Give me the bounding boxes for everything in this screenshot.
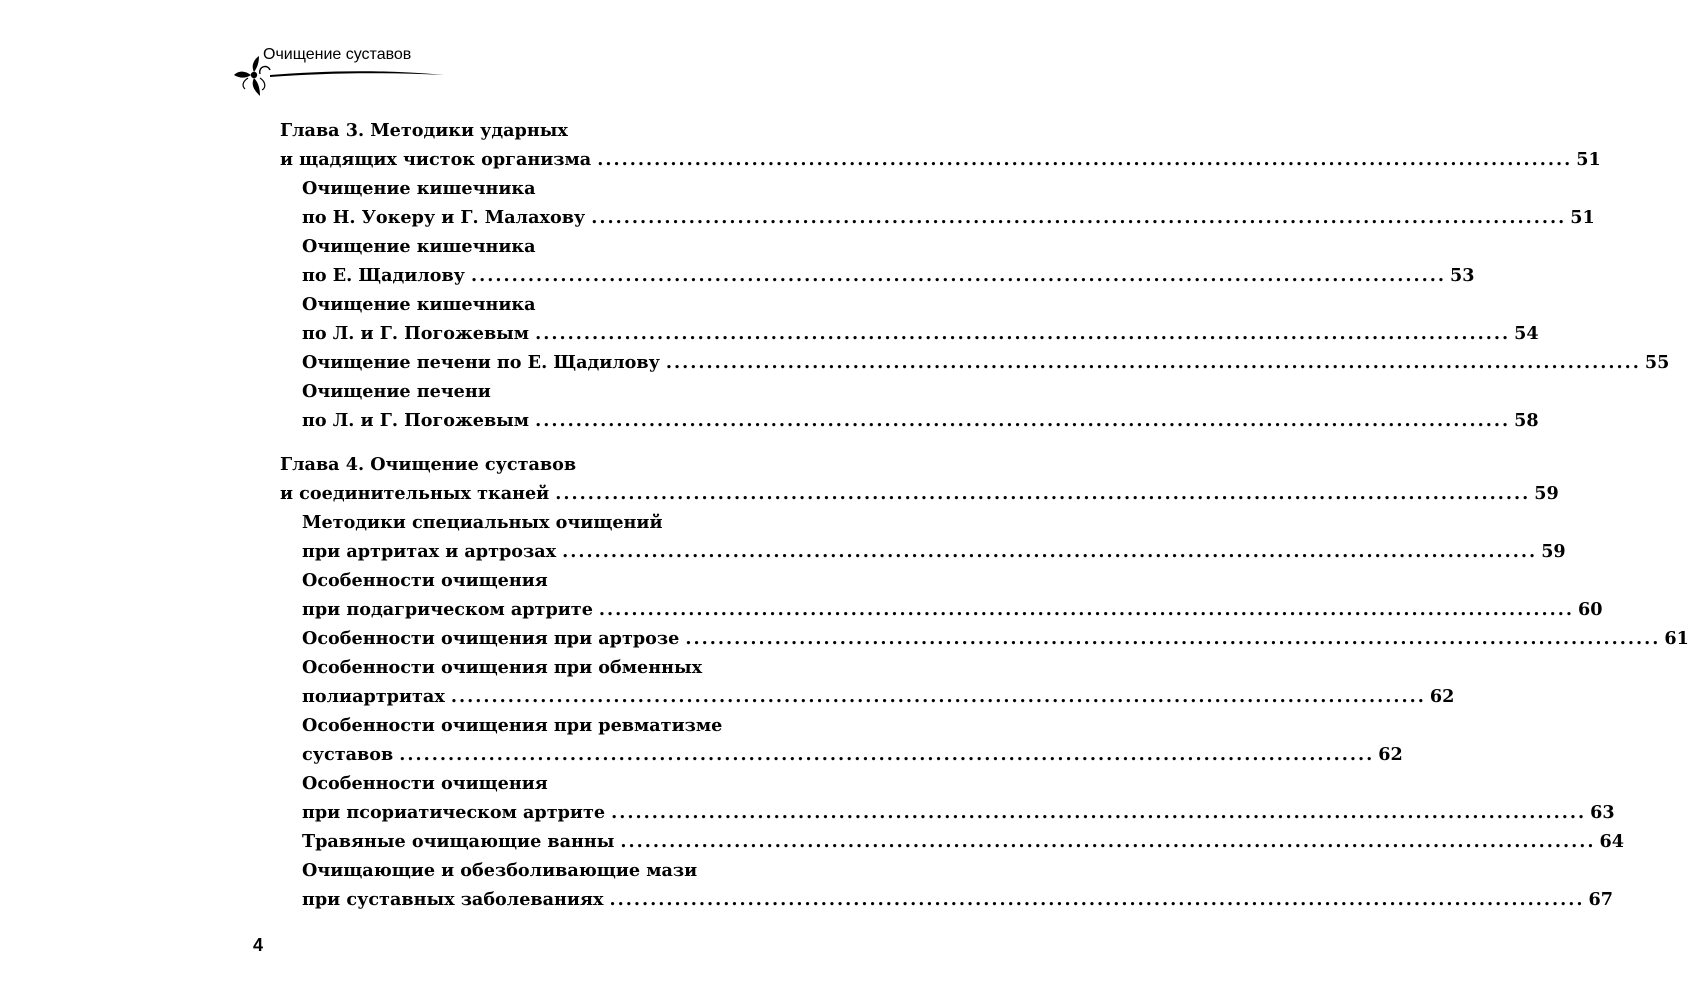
toc-entry-title-line: Очищение кишечника bbox=[302, 236, 536, 257]
toc-entry-leader-line bbox=[280, 479, 1559, 508]
dot-leader: ........................................................................................................................ bbox=[685, 628, 1661, 649]
toc-entry-title-line: по Н. Уокеру и Г. Малахову bbox=[302, 207, 586, 228]
toc-entry-leader-line bbox=[302, 319, 1539, 348]
toc-entry-title-line: по Л. и Г. Погожевым bbox=[302, 410, 530, 431]
toc-entry-title-line: и соединительных тканей bbox=[280, 483, 550, 504]
toc-section-entry[interactable] bbox=[302, 624, 1689, 653]
toc-entry-leader-line bbox=[280, 145, 1601, 174]
toc-page-number: 55 bbox=[1644, 352, 1670, 373]
toc-section-entry[interactable] bbox=[302, 232, 1475, 290]
dot-leader: ........................................................................................................................ bbox=[470, 265, 1446, 286]
toc-entry-title-line: Очищающие и обезболивающие мази bbox=[302, 860, 698, 881]
toc-section-entry[interactable] bbox=[302, 653, 1455, 711]
toc-entry-title-line: при псориатическом артрите bbox=[302, 802, 606, 823]
toc-entry-leader-line bbox=[302, 798, 1615, 827]
toc-section-entry[interactable] bbox=[302, 856, 1613, 914]
dot-leader: ........................................................................................................................ bbox=[399, 744, 1375, 765]
toc-page-number: 58 bbox=[1514, 410, 1539, 431]
toc-entry-title-line: при артритах и артрозах bbox=[302, 541, 557, 562]
toc-entry-title-line: и щадящих чисток организма bbox=[280, 149, 592, 170]
running-header bbox=[230, 40, 445, 100]
toc-entry-leader-line bbox=[302, 261, 1475, 290]
dot-leader: ........................................................................................................................ bbox=[611, 802, 1587, 823]
toc-section-entry[interactable] bbox=[302, 377, 1539, 435]
toc-page-number: 61 bbox=[1664, 628, 1689, 649]
toc-entry-leader-line bbox=[302, 348, 1670, 377]
toc-entry-title-line: Особенности очищения при ревматизме bbox=[302, 715, 723, 736]
toc-entry-leader-line bbox=[302, 406, 1539, 435]
dot-leader: ........................................................................................................................ bbox=[555, 483, 1531, 504]
toc-entry-title-line: Очищение кишечника bbox=[302, 178, 536, 199]
toc-page-number: 62 bbox=[1429, 686, 1455, 707]
table-of-contents bbox=[280, 116, 1689, 914]
toc-section-entry[interactable] bbox=[302, 769, 1615, 827]
toc-page-number: 51 bbox=[1570, 207, 1595, 228]
toc-page-number: 60 bbox=[1577, 599, 1603, 620]
toc-entry-title-line: по Л. и Г. Погожевым bbox=[302, 323, 530, 344]
toc-page-number: 53 bbox=[1449, 265, 1475, 286]
dot-leader: ........................................................................................................................ bbox=[450, 686, 1426, 707]
toc-entry-title-line: Очищение печени bbox=[302, 381, 491, 402]
page-number: 4 bbox=[253, 935, 264, 955]
toc-page-number: 63 bbox=[1590, 802, 1615, 823]
toc-entry-title-line: Особенности очищения bbox=[302, 773, 548, 794]
toc-entry-title-line: Особенности очищения при обменных bbox=[302, 657, 703, 678]
toc-section-entry[interactable] bbox=[302, 827, 1624, 856]
toc-page-number: 59 bbox=[1534, 483, 1559, 504]
floral-ornament-icon bbox=[230, 56, 445, 100]
toc-section-entry[interactable] bbox=[302, 711, 1403, 769]
toc-page-number: 62 bbox=[1378, 744, 1403, 765]
toc-section-entry[interactable] bbox=[302, 566, 1603, 624]
toc-entry-title-line: Методики специальных очищений bbox=[302, 512, 663, 533]
toc-entry-leader-line bbox=[302, 682, 1455, 711]
toc-page-number: 54 bbox=[1514, 323, 1539, 344]
running-header-title: Очищение суставов bbox=[263, 46, 412, 63]
toc-entry-title-line: Особенности очищения bbox=[302, 570, 548, 591]
toc-entry-leader-line bbox=[302, 740, 1403, 769]
toc-entry-leader-line bbox=[302, 595, 1603, 624]
toc-chapter-entry[interactable] bbox=[280, 450, 1559, 508]
toc-section-entry[interactable] bbox=[302, 508, 1566, 566]
toc-entry-title-line: Травяные очищающие ванны bbox=[302, 831, 615, 852]
toc-entry-leader-line bbox=[302, 885, 1613, 914]
toc-page-number: 51 bbox=[1576, 149, 1601, 170]
dot-leader: ........................................................................................................................ bbox=[597, 149, 1573, 170]
dot-leader: ........................................................................................................................ bbox=[609, 889, 1585, 910]
dot-leader: ........................................................................................................................ bbox=[535, 323, 1511, 344]
toc-entry-title-line: Глава 4. Очищение суставов bbox=[280, 454, 577, 475]
toc-entry-title-line: при суставных заболеваниях bbox=[302, 889, 604, 910]
dot-leader: ........................................................................................................................ bbox=[620, 831, 1596, 852]
toc-entry-title-line: Очищение печени по Е. Щадилову bbox=[302, 352, 660, 373]
dot-leader: ........................................................................................................................ bbox=[535, 410, 1511, 431]
toc-entry-leader-line bbox=[302, 624, 1689, 653]
dot-leader: ........................................................................................................................ bbox=[598, 599, 1574, 620]
toc-entry-title-line: Глава 3. Методики ударных bbox=[280, 120, 568, 141]
toc-entry-title-line: по Е. Щадилову bbox=[302, 265, 465, 286]
toc-section-entry[interactable] bbox=[302, 290, 1539, 348]
toc-page-number: 67 bbox=[1588, 889, 1613, 910]
dot-leader: ........................................................................................................................ bbox=[665, 352, 1641, 373]
toc-section-entry[interactable] bbox=[302, 348, 1670, 377]
toc-entry-title-line: суставов bbox=[302, 744, 394, 765]
toc-page-number: 64 bbox=[1599, 831, 1624, 852]
toc-entry-title-line: Особенности очищения при артрозе bbox=[302, 628, 680, 649]
toc-entry-title-line: при подагрическом артрите bbox=[302, 599, 593, 620]
toc-entry-title-line: полиартритах bbox=[302, 686, 445, 707]
toc-entry-leader-line bbox=[302, 203, 1595, 232]
toc-entry-leader-line bbox=[302, 827, 1624, 856]
toc-section-entry[interactable] bbox=[302, 174, 1595, 232]
toc-page-number: 59 bbox=[1541, 541, 1566, 562]
dot-leader: ........................................................................................................................ bbox=[591, 207, 1567, 228]
dot-leader: ........................................................................................................................ bbox=[562, 541, 1538, 562]
toc-chapter-entry[interactable] bbox=[280, 116, 1601, 174]
toc-entry-leader-line bbox=[302, 537, 1566, 566]
toc-entry-title-line: Очищение кишечника bbox=[302, 294, 536, 315]
